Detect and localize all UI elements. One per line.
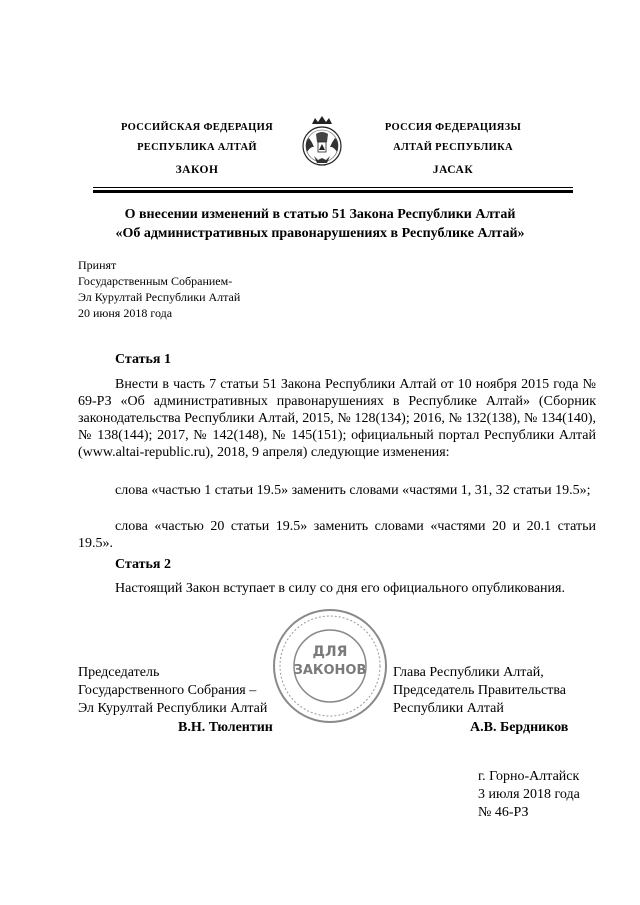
place-block xyxy=(478,768,580,822)
sig-right-line1: Глава Республики Алтай, xyxy=(393,665,544,680)
header-rule-thin xyxy=(93,187,573,188)
header-right-line2: АЛТАЙ РЕСПУБЛИКА xyxy=(393,142,513,153)
sig-left-line3: Эл Курултай Республики Алтай xyxy=(78,701,268,716)
sig-right-name: А.В. Бердников xyxy=(470,720,569,735)
stamp-line2: ЗАКОНОВ xyxy=(293,663,367,678)
sig-left-name: В.Н. Тюлентин xyxy=(178,720,273,735)
title-line2: «Об административных правонарушениях в Республике Алтай» xyxy=(115,226,525,241)
adoption-block xyxy=(78,257,240,321)
header-right-line1: РОССИЯ ФЕДЕРАЦИЯЗЫ xyxy=(384,122,522,133)
sig-left-line1: Председатель xyxy=(78,665,160,680)
header-rule-thick xyxy=(93,190,573,193)
stamp-seal-icon xyxy=(270,606,390,726)
article2-heading: Статья 2 xyxy=(115,557,171,572)
sig-right-line2: Председатель Правительства xyxy=(393,683,566,698)
article2-para1: Настоящий Закон вступает в силу со дня его официального опубликования. xyxy=(115,581,565,596)
title-line1: О внесении изменений в статью 51 Закона Республики Алтай xyxy=(124,207,516,222)
stamp-line1: ДЛЯ xyxy=(312,644,348,660)
law-number: № 46-РЗ xyxy=(478,805,529,820)
adoption-line3: Эл Курултай Республики Алтай xyxy=(78,290,241,304)
signature-left xyxy=(78,664,267,718)
adoption-line2: Государственным Собранием- xyxy=(78,274,233,288)
article1-para3: слова «частью 20 статьи 19.5» заменить словами «частями 20 и 20.1 статьи 19.5». xyxy=(78,519,596,551)
article1-para2: слова «частью 1 статьи 19.5» заменить словами «частями 1, 31, 32 статьи 19.5»; xyxy=(115,483,591,498)
header-right-law: JАСАК xyxy=(432,164,474,176)
header-left-line1: РОССИЙСКАЯ ФЕДЕРАЦИЯ xyxy=(121,122,273,133)
adoption-line1: Принят xyxy=(78,258,117,272)
coat-of-arms-icon xyxy=(300,112,344,174)
article1-para1: Внести в часть 7 статьи 51 Закона Республики Алтай от 10 ноября 2015 года № 69-РЗ «Об административных правонарушениях в Республике Алтай» (Сборник законодательства Республики Алтай, 2015, № 128(134); 2016, № 132(138), № 134(140), № 138(144); 2017, № 142(148), № 145(151); официальный портал Республики Алтай (www.altai-republic.ru), 2018, 9 апреля) следующие изменения: xyxy=(78,377,596,460)
adoption-line4: 20 июня 2018 года xyxy=(78,306,173,320)
header-left-line2: РЕСПУБЛИКА АЛТАЙ xyxy=(137,142,257,153)
header-left-law: ЗАКОН xyxy=(175,164,219,176)
document-title xyxy=(60,205,580,243)
place-city: г. Горно-Алтайск xyxy=(478,769,580,784)
article1-heading: Статья 1 xyxy=(115,352,171,367)
sig-right-line3: Республики Алтай xyxy=(393,701,504,716)
sig-left-line2: Государственного Собрания – xyxy=(78,683,257,698)
signature-right xyxy=(393,664,566,718)
place-date: 3 июля 2018 года xyxy=(478,787,580,802)
